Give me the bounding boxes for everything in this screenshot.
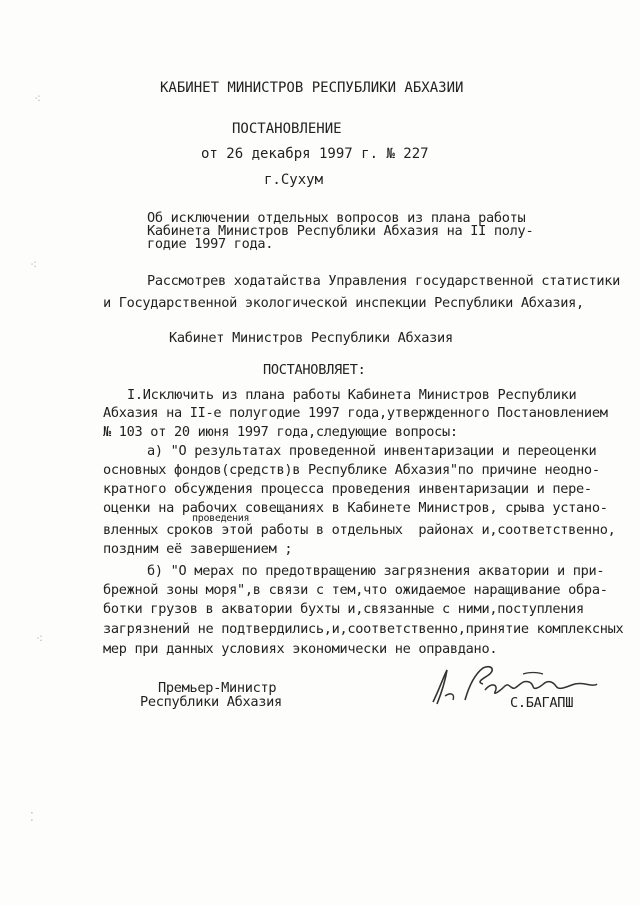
doc-city: г.Сухум [264, 172, 324, 188]
body-line-2: Абхазия на II-е полугодие 1997 года,утвержденного Постановлением [103, 405, 608, 421]
margin-mark-3: ⁖ [36, 632, 44, 646]
cabinet-line: Кабинет Министров Республики Абхазия [169, 330, 453, 346]
subject-line-3: годие 1997 года. [147, 236, 274, 252]
subject-line-2: Кабинета Министров Республики Абхазия на II полу- [147, 223, 534, 239]
signatory-title-1: Премьер-Министр [158, 680, 277, 696]
body-line-12: ботки грузов в акватории бухты и,связанные с ними,поступления [103, 601, 584, 617]
handwritten-signature [425, 660, 605, 710]
doc-date-number: от 26 декабря 1997 г. № 227 [201, 146, 429, 162]
signatory-title-2: Республики Абхазия [140, 694, 282, 710]
margin-mark-4: ⁚ [30, 810, 34, 824]
body-line-10: б) "О мерах по предотвращению загрязнения акватории и при- [147, 563, 605, 579]
body-line-7: оценки на рабочих совещаниях в Кабинете Министров, срыва устано- [103, 500, 608, 516]
decree-word: ПОСТАНОВЛЯЕТ: [263, 362, 366, 378]
preamble-line-2: и Государственной экологической инспекции Республики Абхазия, [103, 295, 584, 311]
body-line-6: кратного обсуждения процесса проведения инвентаризации и пере- [103, 481, 592, 497]
doc-type: ПОСТАНОВЛЕНИЕ [232, 121, 342, 137]
margin-mark-1: ⁖ [34, 92, 42, 106]
body-line-13: загрязнений не подтвердились,и,соответственно,принятие комплексных [103, 621, 624, 637]
body-line-14: мер при данных условиях экономически не оправдано. [103, 641, 498, 657]
body-line-3: № 103 от 20 июня 1997 года,следующие вопросы: [103, 424, 458, 440]
body-line-9: поздним её завершением ; [103, 541, 293, 557]
body-line-4: а) "О результатах проведенной инвентаризации и переоценки [147, 443, 597, 459]
body-line-11: брежной зоны моря",в связи с тем,что ожидаемое наращивание обра- [103, 582, 608, 598]
body-line-8: вленных сроков этой работы в отдельных районах и,соответственно, [103, 522, 616, 538]
preamble-line-1: Рассмотрев ходатайства Управления государственной статистики [147, 273, 621, 289]
subject-line-1: Об исключении отдельных вопросов из плана работы [147, 210, 526, 226]
body-line-5: основных фондов(средств)в Республике Абхазия"по причине неодно- [103, 462, 600, 478]
margin-mark-2: ⁖ [30, 258, 38, 272]
org-title: КАБИНЕТ МИНИСТРОВ РЕСПУБЛИКИ АБХАЗИИ [160, 80, 464, 96]
signatory-name: С.БАГАПШ [510, 695, 574, 711]
body-line-1: I.Исключить из плана работы Кабинета Министров Республики [127, 387, 577, 403]
inserted-word: проведения [192, 513, 250, 524]
